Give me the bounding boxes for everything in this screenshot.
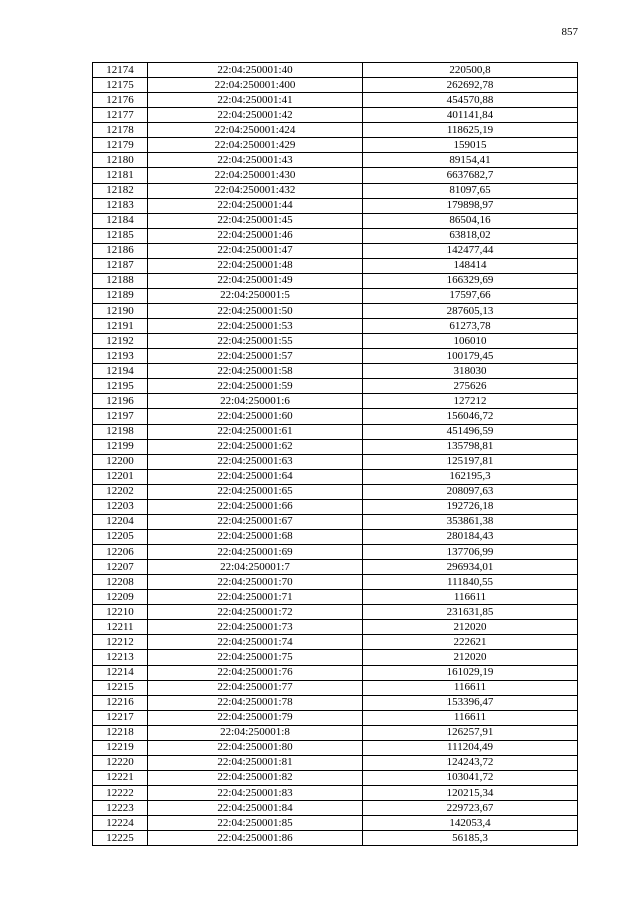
cadastral-number-cell: 22:04:250001:79: [148, 710, 363, 725]
table-row: [93, 469, 578, 484]
table-row: [93, 831, 578, 846]
row-number-cell: 12184: [93, 213, 148, 228]
row-number-cell: 12220: [93, 755, 148, 770]
cadastral-value-cell: 89154,41: [363, 153, 578, 168]
cadastral-value-cell: 100179,45: [363, 349, 578, 364]
cadastral-number-cell: 22:04:250001:73: [148, 620, 363, 635]
cadastral-number-cell: 22:04:250001:49: [148, 273, 363, 288]
cadastral-number-cell: 22:04:250001:71: [148, 590, 363, 605]
row-number-cell: 12206: [93, 545, 148, 560]
table-row: [93, 123, 578, 138]
row-number-cell: 12196: [93, 394, 148, 409]
row-number-cell: 12222: [93, 786, 148, 801]
cadastral-value-cell: 137706,99: [363, 545, 578, 560]
cadastral-value-cell: 118625,19: [363, 123, 578, 138]
cadastral-value-cell: 166329,69: [363, 273, 578, 288]
row-number-cell: 12174: [93, 63, 148, 78]
row-number-cell: 12225: [93, 831, 148, 846]
row-number-cell: 12195: [93, 379, 148, 394]
table-row: [93, 770, 578, 785]
table-row: [93, 484, 578, 499]
cadastral-value-cell: 401141,84: [363, 108, 578, 123]
cadastral-number-cell: 22:04:250001:59: [148, 379, 363, 394]
table-row: [93, 183, 578, 198]
table-row: [93, 786, 578, 801]
row-number-cell: 12212: [93, 635, 148, 650]
cadastral-value-cell: 142053,4: [363, 816, 578, 831]
row-number-cell: 12194: [93, 364, 148, 379]
row-number-cell: 12219: [93, 740, 148, 755]
row-number-cell: 12175: [93, 78, 148, 93]
cadastral-number-cell: 22:04:250001:48: [148, 258, 363, 273]
row-number-cell: 12198: [93, 424, 148, 439]
cadastral-number-cell: 22:04:250001:53: [148, 319, 363, 334]
cadastral-value-cell: 127212: [363, 394, 578, 409]
cadastral-value-cell: 125197,81: [363, 454, 578, 469]
cadastral-number-cell: 22:04:250001:40: [148, 63, 363, 78]
row-number-cell: 12213: [93, 650, 148, 665]
cadastral-value-cell: 318030: [363, 364, 578, 379]
cadastral-number-cell: 22:04:250001:76: [148, 665, 363, 680]
cadastral-value-cell: 156046,72: [363, 409, 578, 424]
table-row: [93, 680, 578, 695]
table-row: [93, 394, 578, 409]
cadastral-number-cell: 22:04:250001:70: [148, 575, 363, 590]
cadastral-value-cell: 120215,34: [363, 786, 578, 801]
table-row: [93, 499, 578, 514]
table-row: [93, 288, 578, 303]
cadastral-value-cell: 111204,49: [363, 740, 578, 755]
table-row: [93, 635, 578, 650]
table-row: [93, 78, 578, 93]
cadastral-number-cell: 22:04:250001:62: [148, 439, 363, 454]
cadastral-value-cell: 81097,65: [363, 183, 578, 198]
cadastral-value-cell: 116611: [363, 680, 578, 695]
cadastral-value-cell: 161029,19: [363, 665, 578, 680]
cadastral-value-cell: 106010: [363, 334, 578, 349]
row-number-cell: 12211: [93, 620, 148, 635]
table-row: [93, 590, 578, 605]
cadastral-value-table: [92, 62, 578, 846]
table-row: [93, 710, 578, 725]
row-number-cell: 12181: [93, 168, 148, 183]
row-number-cell: 12197: [93, 409, 148, 424]
table-row: [93, 213, 578, 228]
table-row: [93, 650, 578, 665]
cadastral-number-cell: 22:04:250001:63: [148, 454, 363, 469]
table-row: [93, 529, 578, 544]
table-row: [93, 349, 578, 364]
cadastral-number-cell: 22:04:250001:5: [148, 288, 363, 303]
cadastral-value-cell: 162195,3: [363, 469, 578, 484]
row-number-cell: 12180: [93, 153, 148, 168]
cadastral-value-cell: 86504,16: [363, 213, 578, 228]
cadastral-number-cell: 22:04:250001:67: [148, 514, 363, 529]
cadastral-number-cell: 22:04:250001:81: [148, 755, 363, 770]
cadastral-number-cell: 22:04:250001:57: [148, 349, 363, 364]
row-number-cell: 12177: [93, 108, 148, 123]
table-row: [93, 304, 578, 319]
cadastral-value-cell: 103041,72: [363, 770, 578, 785]
row-number-cell: 12215: [93, 680, 148, 695]
cadastral-value-cell: 61273,78: [363, 319, 578, 334]
cadastral-value-cell: 296934,01: [363, 560, 578, 575]
row-number-cell: 12203: [93, 499, 148, 514]
cadastral-value-cell: 116611: [363, 590, 578, 605]
row-number-cell: 12187: [93, 258, 148, 273]
cadastral-value-cell: 208097,63: [363, 484, 578, 499]
table-row: [93, 740, 578, 755]
row-number-cell: 12202: [93, 484, 148, 499]
row-number-cell: 12216: [93, 695, 148, 710]
cadastral-value-cell: 17597,66: [363, 288, 578, 303]
cadastral-number-cell: 22:04:250001:83: [148, 786, 363, 801]
cadastral-value-cell: 222621: [363, 635, 578, 650]
cadastral-number-cell: 22:04:250001:61: [148, 424, 363, 439]
row-number-cell: 12178: [93, 123, 148, 138]
cadastral-value-cell: 212020: [363, 650, 578, 665]
row-number-cell: 12183: [93, 198, 148, 213]
cadastral-number-cell: 22:04:250001:68: [148, 529, 363, 544]
cadastral-number-cell: 22:04:250001:58: [148, 364, 363, 379]
row-number-cell: 12185: [93, 228, 148, 243]
cadastral-number-cell: 22:04:250001:85: [148, 816, 363, 831]
table-row: [93, 138, 578, 153]
table-row: [93, 816, 578, 831]
cadastral-number-cell: 22:04:250001:400: [148, 78, 363, 93]
cadastral-number-cell: 22:04:250001:50: [148, 304, 363, 319]
table-row: [93, 560, 578, 575]
table-row: [93, 243, 578, 258]
cadastral-number-cell: 22:04:250001:7: [148, 560, 363, 575]
cadastral-value-cell: 6637682,7: [363, 168, 578, 183]
cadastral-value-cell: 192726,18: [363, 499, 578, 514]
row-number-cell: 12224: [93, 816, 148, 831]
cadastral-value-cell: 275626: [363, 379, 578, 394]
table-row: [93, 454, 578, 469]
cadastral-value-cell: 124243,72: [363, 755, 578, 770]
cadastral-value-cell: 135798,81: [363, 439, 578, 454]
table-row: [93, 605, 578, 620]
cadastral-number-cell: 22:04:250001:80: [148, 740, 363, 755]
cadastral-value-cell: 116611: [363, 710, 578, 725]
cadastral-number-cell: 22:04:250001:84: [148, 801, 363, 816]
cadastral-number-cell: 22:04:250001:8: [148, 725, 363, 740]
row-number-cell: 12207: [93, 560, 148, 575]
row-number-cell: 12182: [93, 183, 148, 198]
row-number-cell: 12190: [93, 304, 148, 319]
table-row: [93, 424, 578, 439]
cadastral-value-cell: 148414: [363, 258, 578, 273]
row-number-cell: 12179: [93, 138, 148, 153]
row-number-cell: 12218: [93, 725, 148, 740]
cadastral-number-cell: 22:04:250001:69: [148, 545, 363, 560]
table-row: [93, 108, 578, 123]
table-row: [93, 319, 578, 334]
table-row: [93, 545, 578, 560]
table-row: [93, 258, 578, 273]
table-row: [93, 228, 578, 243]
table-row: [93, 439, 578, 454]
cadastral-value-cell: 454570,88: [363, 93, 578, 108]
table-row: [93, 755, 578, 770]
cadastral-number-cell: 22:04:250001:42: [148, 108, 363, 123]
table-body: [93, 63, 578, 846]
cadastral-value-cell: 212020: [363, 620, 578, 635]
cadastral-number-cell: 22:04:250001:60: [148, 409, 363, 424]
cadastral-number-cell: 22:04:250001:72: [148, 605, 363, 620]
cadastral-number-cell: 22:04:250001:75: [148, 650, 363, 665]
row-number-cell: 12223: [93, 801, 148, 816]
row-number-cell: 12201: [93, 469, 148, 484]
cadastral-value-cell: 56185,3: [363, 831, 578, 846]
table-row: [93, 168, 578, 183]
cadastral-number-cell: 22:04:250001:64: [148, 469, 363, 484]
row-number-cell: 12209: [93, 590, 148, 605]
row-number-cell: 12188: [93, 273, 148, 288]
cadastral-number-cell: 22:04:250001:47: [148, 243, 363, 258]
row-number-cell: 12204: [93, 514, 148, 529]
table-row: [93, 379, 578, 394]
cadastral-value-cell: 231631,85: [363, 605, 578, 620]
table-row: [93, 409, 578, 424]
cadastral-value-cell: 142477,44: [363, 243, 578, 258]
row-number-cell: 12193: [93, 349, 148, 364]
cadastral-number-cell: 22:04:250001:46: [148, 228, 363, 243]
cadastral-value-cell: 126257,91: [363, 725, 578, 740]
row-number-cell: 12214: [93, 665, 148, 680]
page-number: 857: [561, 26, 578, 38]
cadastral-number-cell: 22:04:250001:55: [148, 334, 363, 349]
row-number-cell: 12191: [93, 319, 148, 334]
cadastral-value-cell: 287605,13: [363, 304, 578, 319]
row-number-cell: 12210: [93, 605, 148, 620]
cadastral-number-cell: 22:04:250001:77: [148, 680, 363, 695]
cadastral-value-cell: 280184,43: [363, 529, 578, 544]
table-row: [93, 93, 578, 108]
row-number-cell: 12199: [93, 439, 148, 454]
cadastral-value-cell: 63818,02: [363, 228, 578, 243]
row-number-cell: 12200: [93, 454, 148, 469]
table-row: [93, 801, 578, 816]
row-number-cell: 12192: [93, 334, 148, 349]
cadastral-value-cell: 451496,59: [363, 424, 578, 439]
cadastral-value-cell: 179898,97: [363, 198, 578, 213]
table-row: [93, 575, 578, 590]
cadastral-number-cell: 22:04:250001:78: [148, 695, 363, 710]
row-number-cell: 12189: [93, 288, 148, 303]
table-row: [93, 514, 578, 529]
row-number-cell: 12221: [93, 770, 148, 785]
cadastral-value-cell: 262692,78: [363, 78, 578, 93]
row-number-cell: 12186: [93, 243, 148, 258]
table-row: [93, 620, 578, 635]
table-row: [93, 725, 578, 740]
cadastral-number-cell: 22:04:250001:432: [148, 183, 363, 198]
table-row: [93, 665, 578, 680]
table-row: [93, 273, 578, 288]
cadastral-value-cell: 111840,55: [363, 575, 578, 590]
cadastral-value-cell: 353861,38: [363, 514, 578, 529]
cadastral-value-cell: 220500,8: [363, 63, 578, 78]
cadastral-number-cell: 22:04:250001:430: [148, 168, 363, 183]
cadastral-value-cell: 159015: [363, 138, 578, 153]
row-number-cell: 12205: [93, 529, 148, 544]
table-row: [93, 153, 578, 168]
cadastral-number-cell: 22:04:250001:45: [148, 213, 363, 228]
cadastral-number-cell: 22:04:250001:74: [148, 635, 363, 650]
row-number-cell: 12217: [93, 710, 148, 725]
cadastral-number-cell: 22:04:250001:44: [148, 198, 363, 213]
table-row: [93, 63, 578, 78]
cadastral-number-cell: 22:04:250001:82: [148, 770, 363, 785]
cadastral-number-cell: 22:04:250001:429: [148, 138, 363, 153]
cadastral-number-cell: 22:04:250001:41: [148, 93, 363, 108]
cadastral-value-cell: 153396,47: [363, 695, 578, 710]
table-row: [93, 198, 578, 213]
table-row: [93, 695, 578, 710]
cadastral-number-cell: 22:04:250001:424: [148, 123, 363, 138]
cadastral-number-cell: 22:04:250001:43: [148, 153, 363, 168]
row-number-cell: 12176: [93, 93, 148, 108]
cadastral-number-cell: 22:04:250001:6: [148, 394, 363, 409]
table-row: [93, 334, 578, 349]
row-number-cell: 12208: [93, 575, 148, 590]
cadastral-number-cell: 22:04:250001:65: [148, 484, 363, 499]
cadastral-number-cell: 22:04:250001:66: [148, 499, 363, 514]
table-row: [93, 364, 578, 379]
cadastral-number-cell: 22:04:250001:86: [148, 831, 363, 846]
cadastral-value-cell: 229723,67: [363, 801, 578, 816]
